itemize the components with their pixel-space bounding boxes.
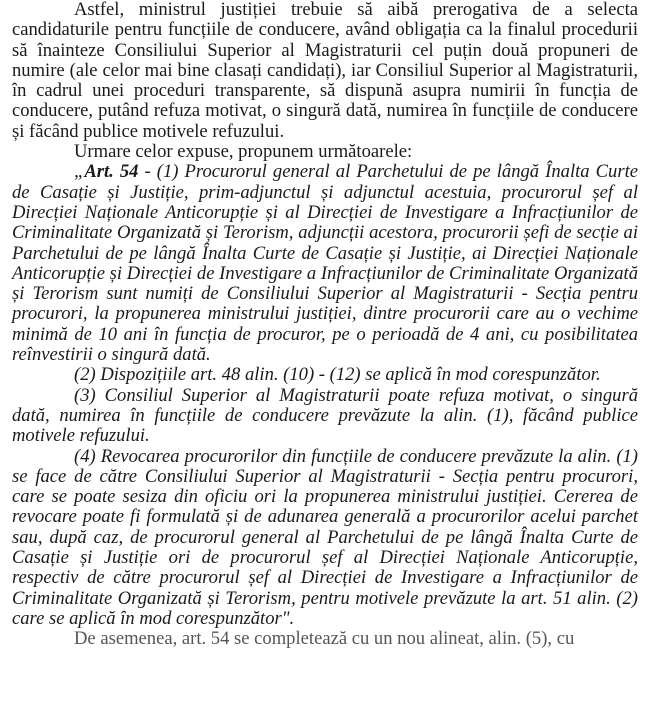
quote-open: „ [74,161,85,183]
article-54-paragraph-3: (3) Consiliul Superior al Magistraturii poate refuza motivat, o singură dată, numirea în funcțiile de conducere prevăzute la alin. (1), făcând publice motivele refuzului. [12,384,638,447]
article-54-paragraph-4: (4) Revocarea procurorilor din funcțiile de conducere prevăzute la alin. (1) se face de către Consiliului Superior al Magistraturii - Secția pentru procurori, care se poate sesiza din oficiu ori la propunerea ministrului justiției. Cererea de revocare poate fi formulată și de adunarea generală a procurorilor acelui parchet sau, după caz, de procurorul general al Parchetului de pe lângă Înalta Curte de Casație și Justiție ori de procurorul șef al Direcției Naționale Anticorupție, respectiv de către procurorul șef al Direcției de Investigare a Infracțiunilor de Criminalitate Organizată și Terorism, pentru motivele prevăzute la art. 51 alin. (2) care se aplică în mod corespunzător". [12,445,638,629]
article-54-paragraph-2: (2) Dispozițiile art. 48 alin. (10) - (12) se aplică în mod corespunzător. [74,364,601,386]
article-paragraph-1-text: - (1) Procurorul general al Parchetului de pe lângă Înalta Curte de Casație și Justiție, prim-adjunctul și adjunctul acestuia, procurorul șef al Direcției Naționale Anticorupție și al Direcției de Investigare a Infracțiunilor de Criminalitate Organizată și Terorism, adjuncții acestora, procurorii șefi de secție ai Parchetului de pe lângă Înalta Curte de Casație și Justiție, ai Direcției Naționale Anticorupție și Direcției de Investigare a Infracțiunilor de Criminalitate Organizată și Terorism sunt numiți de Consiliului Superior al Magistraturii - Secția pentru procurori, la propunerea ministrului justiției, dintre procurorii care au o vechime minimă de 10 ani în funcția de procuror, pe o perioadă de 4 ani, cu posibilitatea reînvestirii o singură dată. [12,161,638,366]
article-label: Art. 54 [84,161,139,183]
document-page [12,0,638,650]
paragraph-intro: Astfel, ministrul justiției trebuie să aibă prerogativa de a selecta candidaturile pentru funcțiile de conducere, având obligația ca la finalul procedurii să înainteze Consiliului Superior al Magistraturii cel puțin două propuneri de numire (ale celor mai bine clasați candidați), iar Consiliul Superior al Magistraturii, în cadrul unei proceduri transparente, să dispună asupra numirii în funcția de conducere, putând refuza motivat, o singură dată, numirea în funcțiile de conducere și făcând publice motivele refuzului. [12,0,638,142]
article-54-paragraph-1 [12,162,638,365]
cutoff-line: De asemenea, art. 54 se completează cu un nou alineat, alin. (5), cu [74,628,575,650]
paragraph-proposal: Urmare celor expuse, propunem următoarele: [74,141,413,163]
